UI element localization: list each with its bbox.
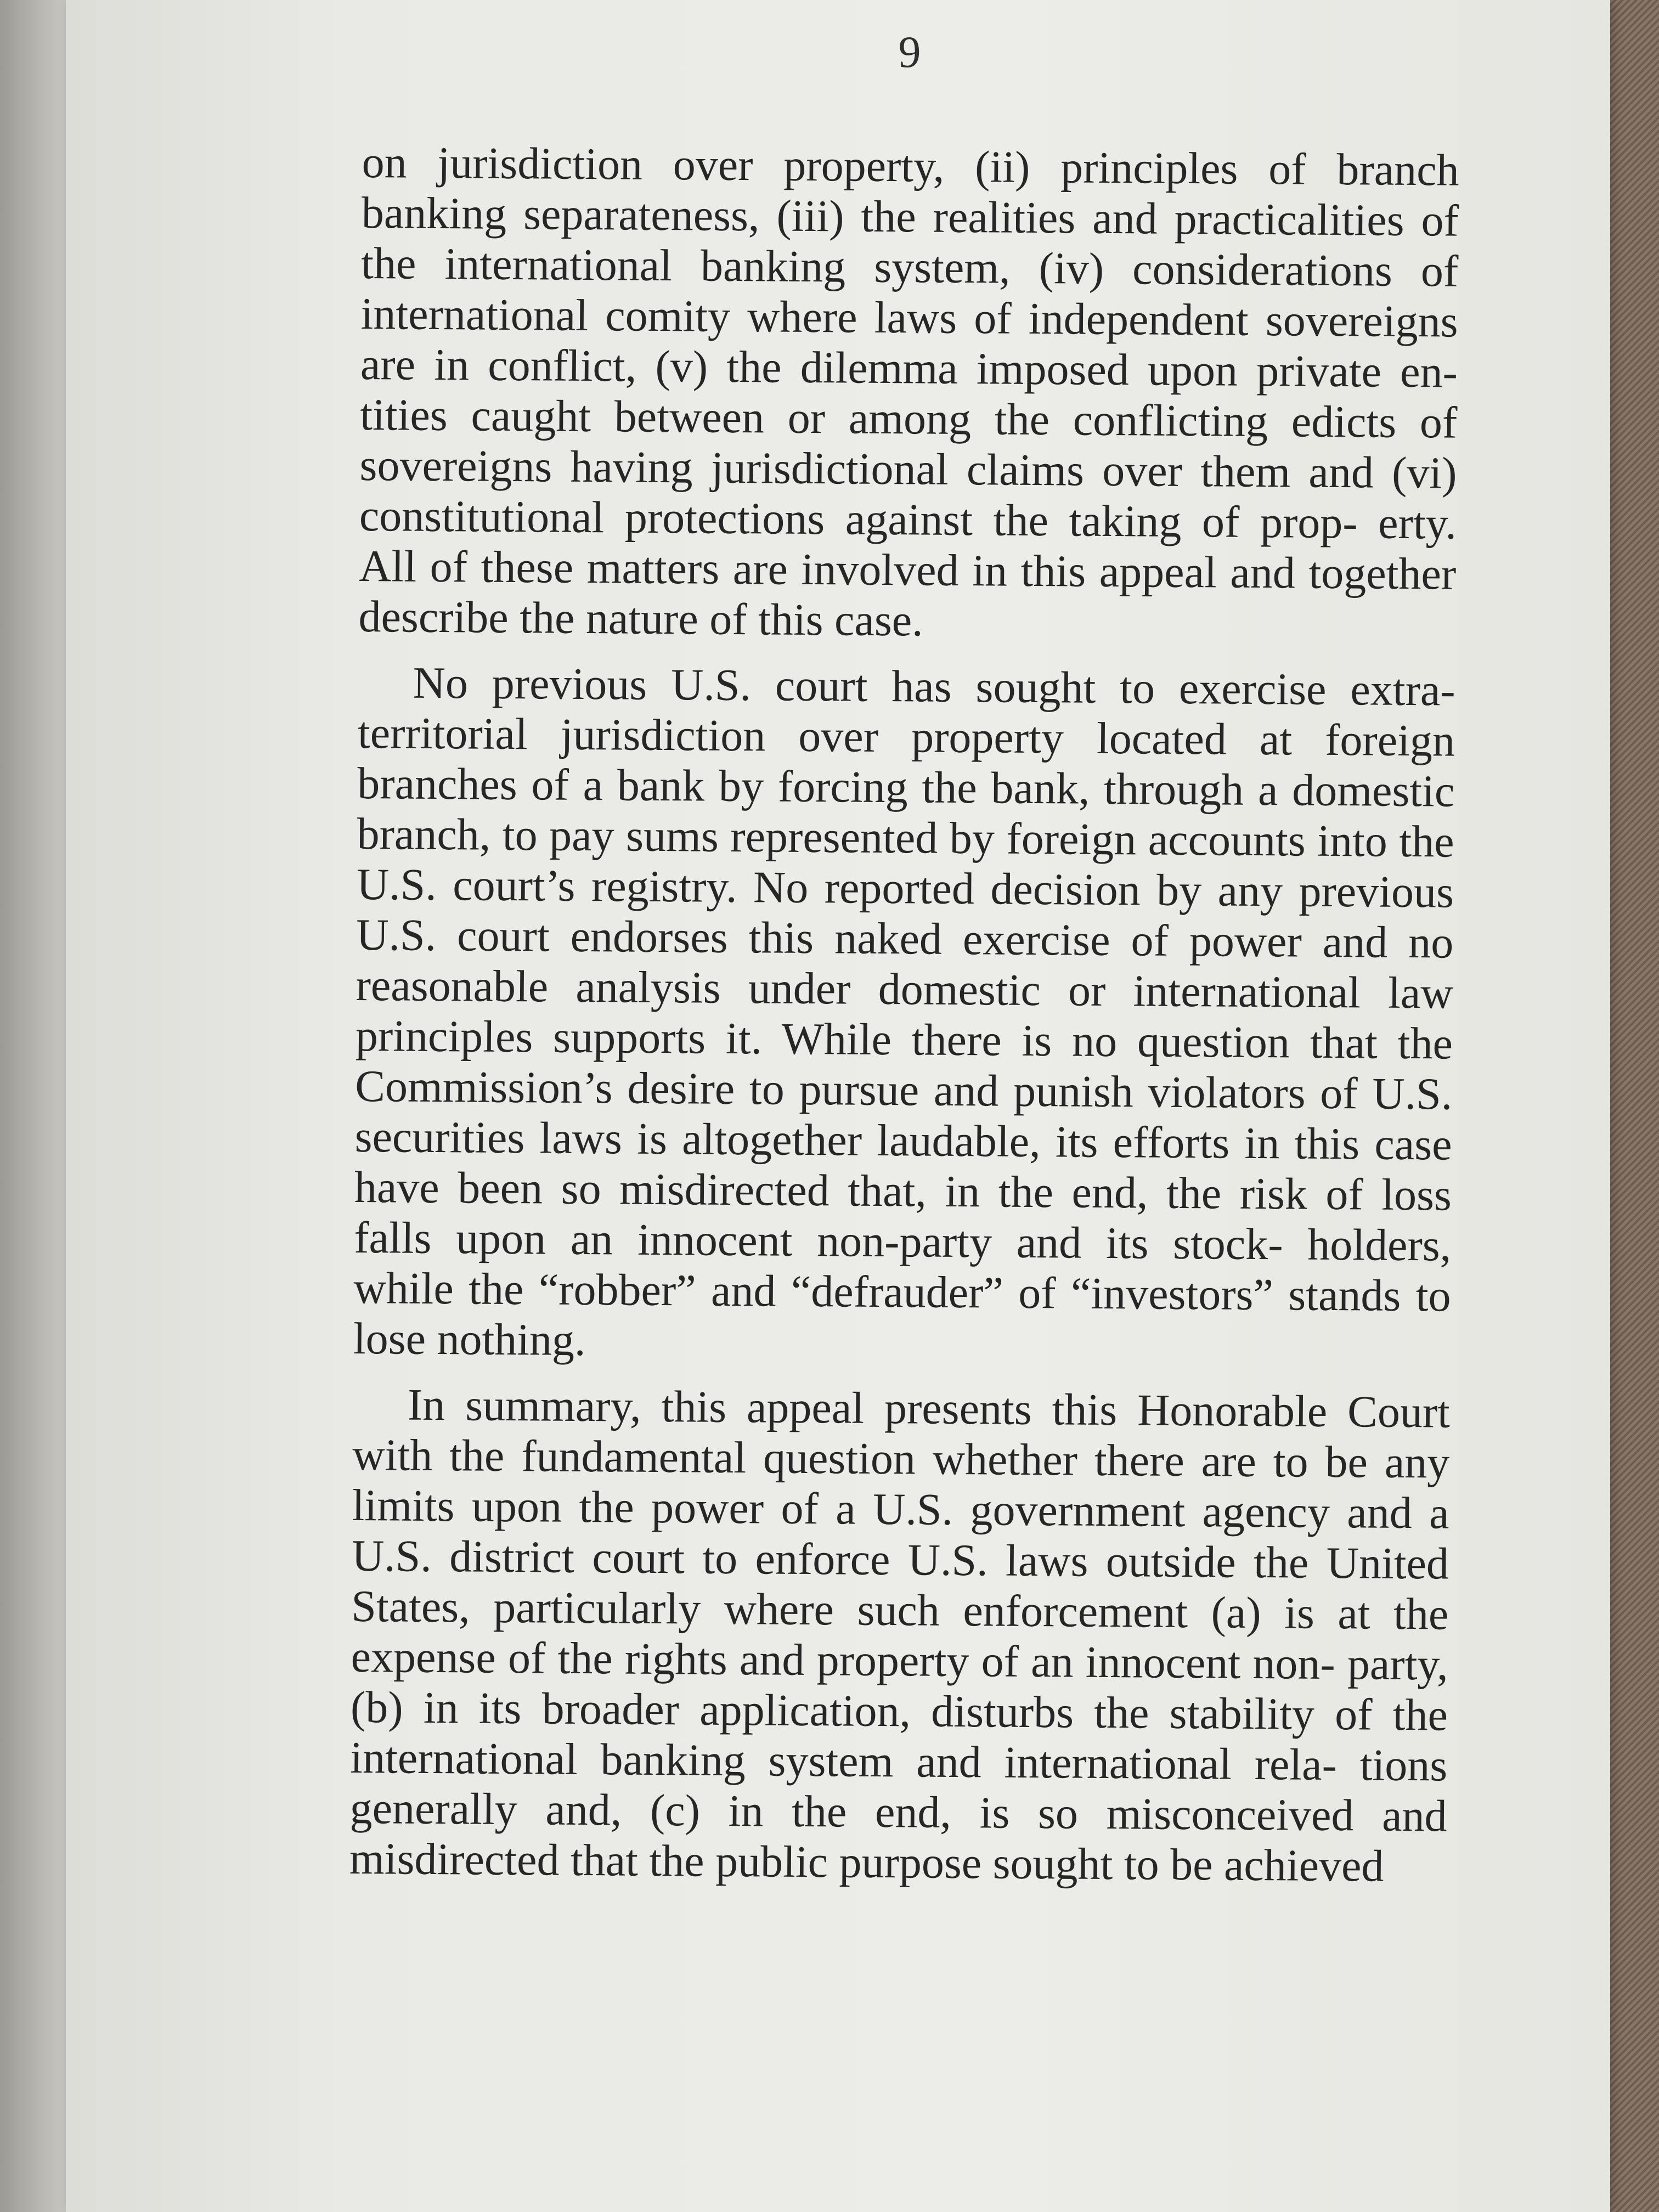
paragraph-no-previous-court: No previous U.S. court has sought to exercise extra- territorial jurisdiction over property located at foreign branches of a bank by forcing the bank, through a domestic branch, to pay sums represented by foreign accounts into the U.S. court’s registry. No reported decision by any previous U.S. court endorses this naked exercise of power and no reasonable analysis under domestic or international law principles supports it. While there is no question that the Commission’s desire to pursue and punish violators of U.S. securities laws is altogether laudable, its efforts in this case have been so misdirected that, in the end, the risk of loss falls upon an innocent non-party and its stock- holders, while the “robber” and “defrauder” of “investors” stands to lose nothing. bbox=[353, 657, 1455, 1365]
page-number: 9 bbox=[898, 27, 921, 77]
body-text bbox=[349, 137, 1459, 1908]
document-page bbox=[66, 0, 1610, 2212]
paragraph-continuation: on jurisdiction over property, (ii) principles of branch banking separateness, (iii) the realities and practicalities of the international banking system, (iv) considerations of international comity where laws of independent sovereigns are in conflict, (v) the dilemma imposed upon private en- tities caught between or among the conflicting edicts of sovereigns having jurisdictional claims over them and (vi) constitutional protections against the taking of prop- erty. All of these matters are involved in this appeal and together describe the nature of this case. bbox=[358, 137, 1459, 646]
paragraph-summary: In summary, this appeal presents this Honorable Court with the fundamental question whether there are to be any limits upon the power of a U.S. government agency and a U.S. district court to enforce U.S. laws outside the United States, particularly where such enforcement (a) is at the expense of the rights and property of an innocent non- party, (b) in its broader application, disturbs the stability of the international banking system and international rela- tions generally and, (c) in the end, is so misconceived and misdirected that the public purpose sought to be achieved bbox=[349, 1379, 1451, 1891]
book-cover-edge bbox=[1607, 0, 1659, 2212]
